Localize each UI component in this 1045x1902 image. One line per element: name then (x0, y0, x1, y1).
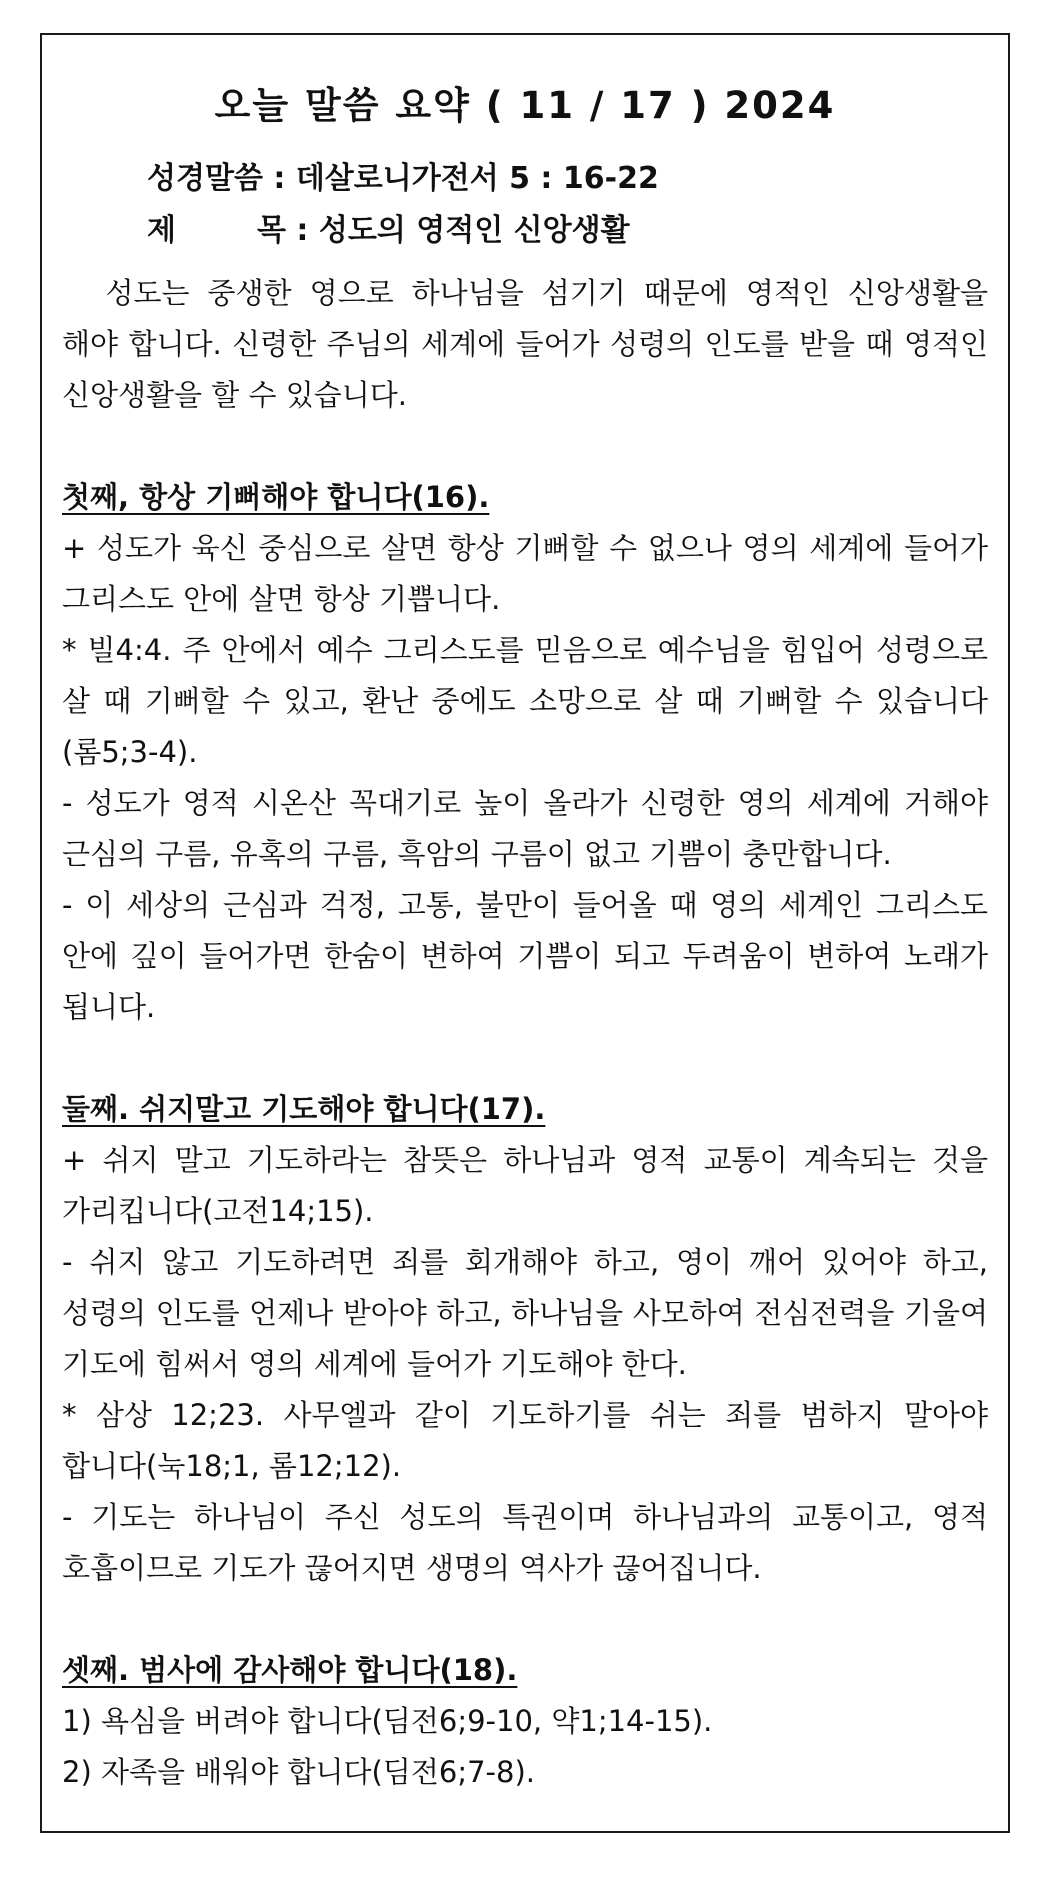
scripture-line (147, 153, 659, 197)
section-paragraph: - 쉬지 않고 기도하려면 죄를 회개해야 하고, 영이 깨어 있어야 하고, 성령의 인도를 언제나 받아야 하고, 하나님을 사모하여 전심전력을 기울여 기도에 힘써서 영의 세계에 들어가 기도해야 한다. (62, 1245, 988, 1381)
section-spacer (62, 1033, 988, 1084)
subject-value: 성도의 영적인 신앙생활 (318, 213, 630, 248)
subject-separator: : (285, 213, 319, 248)
section-spacer (62, 421, 988, 472)
section-paragraph: * 빌4:4. 주 안에서 예수 그리스도를 믿음으로 예수님을 힘입어 성령으로 살 때 기뻐할 수 있고, 환난 중에도 소망으로 살 때 기뻐할 수 있습니다(롬5;3-4). (62, 633, 988, 769)
section-paragraph: - 이 세상의 근심과 걱정, 고통, 불만이 들어올 때 영의 세계인 그리스도 안에 깊이 들어가면 한숨이 변하여 기쁨이 되고 두려움이 변하여 노래가 됩니다. (62, 888, 988, 1024)
section-paragraph: * 삼상 12;23. 사무엘과 같이 기도하기를 쉬는 죄를 범하지 말아야 합니다(눅18;1, 롬12;12). (62, 1398, 988, 1483)
sermon-body (62, 268, 988, 1798)
page-title: 오늘 말씀 요약 ( 11 / 17 ) 2024 (214, 84, 836, 127)
section-paragraph: - 성도가 영적 시온산 꼭대기로 높이 올라가 신령한 영의 세계에 거해야 근심의 구름, 유혹의 구름, 흑암의 구름이 없고 기쁨이 충만합니다. (62, 786, 988, 871)
section-heading-third: 셋째. 범사에 감사해야 합니다(18). (62, 1653, 518, 1687)
section-paragraph: + 성도가 육신 중심으로 살면 항상 기뻐할 수 없으나 영의 세계에 들어가 그리스도 안에 살면 항상 기쁩니다. (62, 531, 988, 616)
subject-line (147, 205, 630, 249)
sermon-summary-box (40, 33, 1010, 1833)
scripture-label: 성경말씀 (147, 161, 263, 196)
section-paragraph: - 기도는 하나님이 주신 성도의 특권이며 하나님과의 교통이고, 영적 호흡이므로 기도가 끊어지면 생명의 역사가 끊어집니다. (62, 1500, 988, 1585)
intro-paragraph: 성도는 중생한 영으로 하나님을 섬기기 때문에 영적인 신앙생활을 해야 합니다. 신령한 주님의 세계에 들어가 성령의 인도를 받을 때 영적인 신앙생활을 할 수 있습니다. (62, 276, 988, 412)
section-spacer (62, 1594, 988, 1645)
section-paragraph: 1) 욕심을 버려야 합니다(딤전6;9-10, 약1;14-15). (62, 1704, 713, 1738)
scripture-separator: : (262, 161, 296, 196)
section-paragraph: + 쉬지 말고 기도하라는 참뜻은 하나님과 영적 교통이 계속되는 것을 가리킵니다(고전14;15). (62, 1143, 988, 1228)
section-heading-second: 둘째. 쉬지말고 기도해야 합니다(17). (62, 1092, 546, 1126)
subject-label-second: 목 (257, 213, 286, 248)
section-heading-first: 첫째, 항상 기뻐해야 합니다(16). (62, 480, 490, 514)
section-paragraph: 2) 자족을 배워야 합니다(딤전6;7-8). (62, 1755, 536, 1789)
subject-label-first: 제 (147, 213, 176, 248)
scripture-value: 데살로니가전서 5 : 16-22 (295, 161, 659, 196)
